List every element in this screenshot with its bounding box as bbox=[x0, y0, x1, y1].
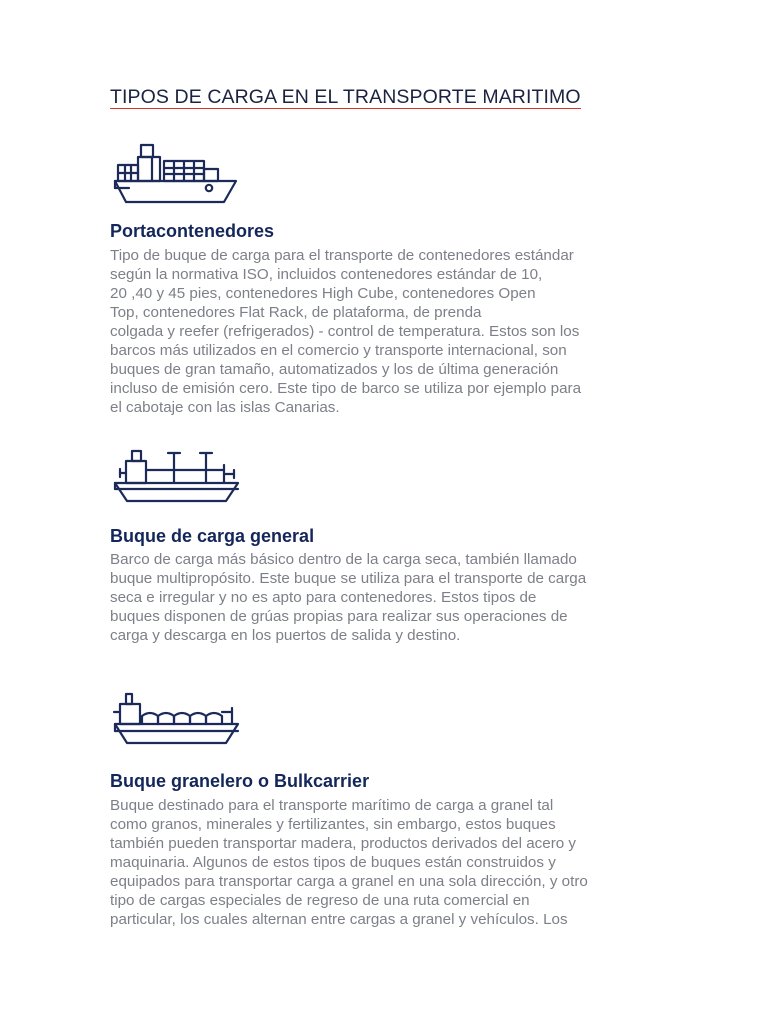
body-line: buques de gran tamaño, automatizados y los de última generación bbox=[110, 361, 559, 378]
body-line: seca e irregular y no es apto para contenedores. Estos tipos de bbox=[110, 589, 537, 606]
body-line: como granos, minerales y fertilizantes, sin embargo, estos buques bbox=[110, 816, 556, 833]
body-line: particular, los cuales alternan entre cargas a granel y vehículos. Los bbox=[110, 911, 568, 928]
body-line: 20 ,40 y 45 pies, contenedores High Cube, contenedores Open bbox=[110, 285, 536, 302]
body-line: Tipo de buque de carga para el transporte de contenedores estándar bbox=[110, 247, 574, 264]
body-line: tipo de cargas especiales de regreso de una ruta comercial en bbox=[110, 892, 530, 909]
bulk-carrier-ship-icon bbox=[112, 688, 242, 748]
body-line: Barco de carga más básico dentro de la carga seca, también llamado bbox=[110, 551, 577, 568]
body-line: buque multipropósito. Este buque se utiliza para el transporte de carga bbox=[110, 570, 587, 587]
section-heading: Portacontenedores bbox=[110, 221, 275, 241]
body-line: colgada y reefer (refrigerados) - control de temperatura. Estos son los bbox=[110, 323, 580, 340]
body-line: Buque destinado para el transporte marítimo de carga a granel tal bbox=[110, 797, 554, 814]
body-line: equipados para transportar carga a granel en una sola dirección, y otro bbox=[110, 873, 588, 890]
body-line: incluso de emisión cero. Este tipo de barco se utiliza por ejemplo para bbox=[110, 380, 582, 397]
body-line: buques disponen de grúas propias para realizar sus operaciones de bbox=[110, 608, 568, 625]
body-line: el cabotaje con las islas Canarias. bbox=[110, 399, 340, 416]
body-line: maquinaria. Algunos de estos tipos de buques están construidos y bbox=[110, 854, 556, 871]
section-heading: Buque de carga general bbox=[110, 526, 315, 546]
body-line: Top, contenedores Flat Rack, de plataforma, de prenda bbox=[110, 304, 482, 321]
container-ship-icon bbox=[112, 140, 242, 210]
section-body bbox=[110, 246, 670, 417]
body-line: también pueden transportar madera, productos derivados del acero y bbox=[110, 835, 577, 852]
general-cargo-ship-icon bbox=[112, 443, 242, 505]
body-line: según la normativa ISO, incluidos contenedores estándar de 10, bbox=[110, 266, 543, 283]
body-line: barcos más utilizados en el comercio y transporte internacional, son bbox=[110, 342, 567, 359]
body-line: carga y descarga en los puertos de salida y destino. bbox=[110, 627, 461, 644]
section-heading: Buque granelero o Bulkcarrier bbox=[110, 771, 370, 791]
page-title: TIPOS DE CARGA EN EL TRANSPORTE MARITIMO bbox=[110, 86, 581, 108]
section-body bbox=[110, 796, 670, 929]
section-body bbox=[110, 550, 670, 645]
